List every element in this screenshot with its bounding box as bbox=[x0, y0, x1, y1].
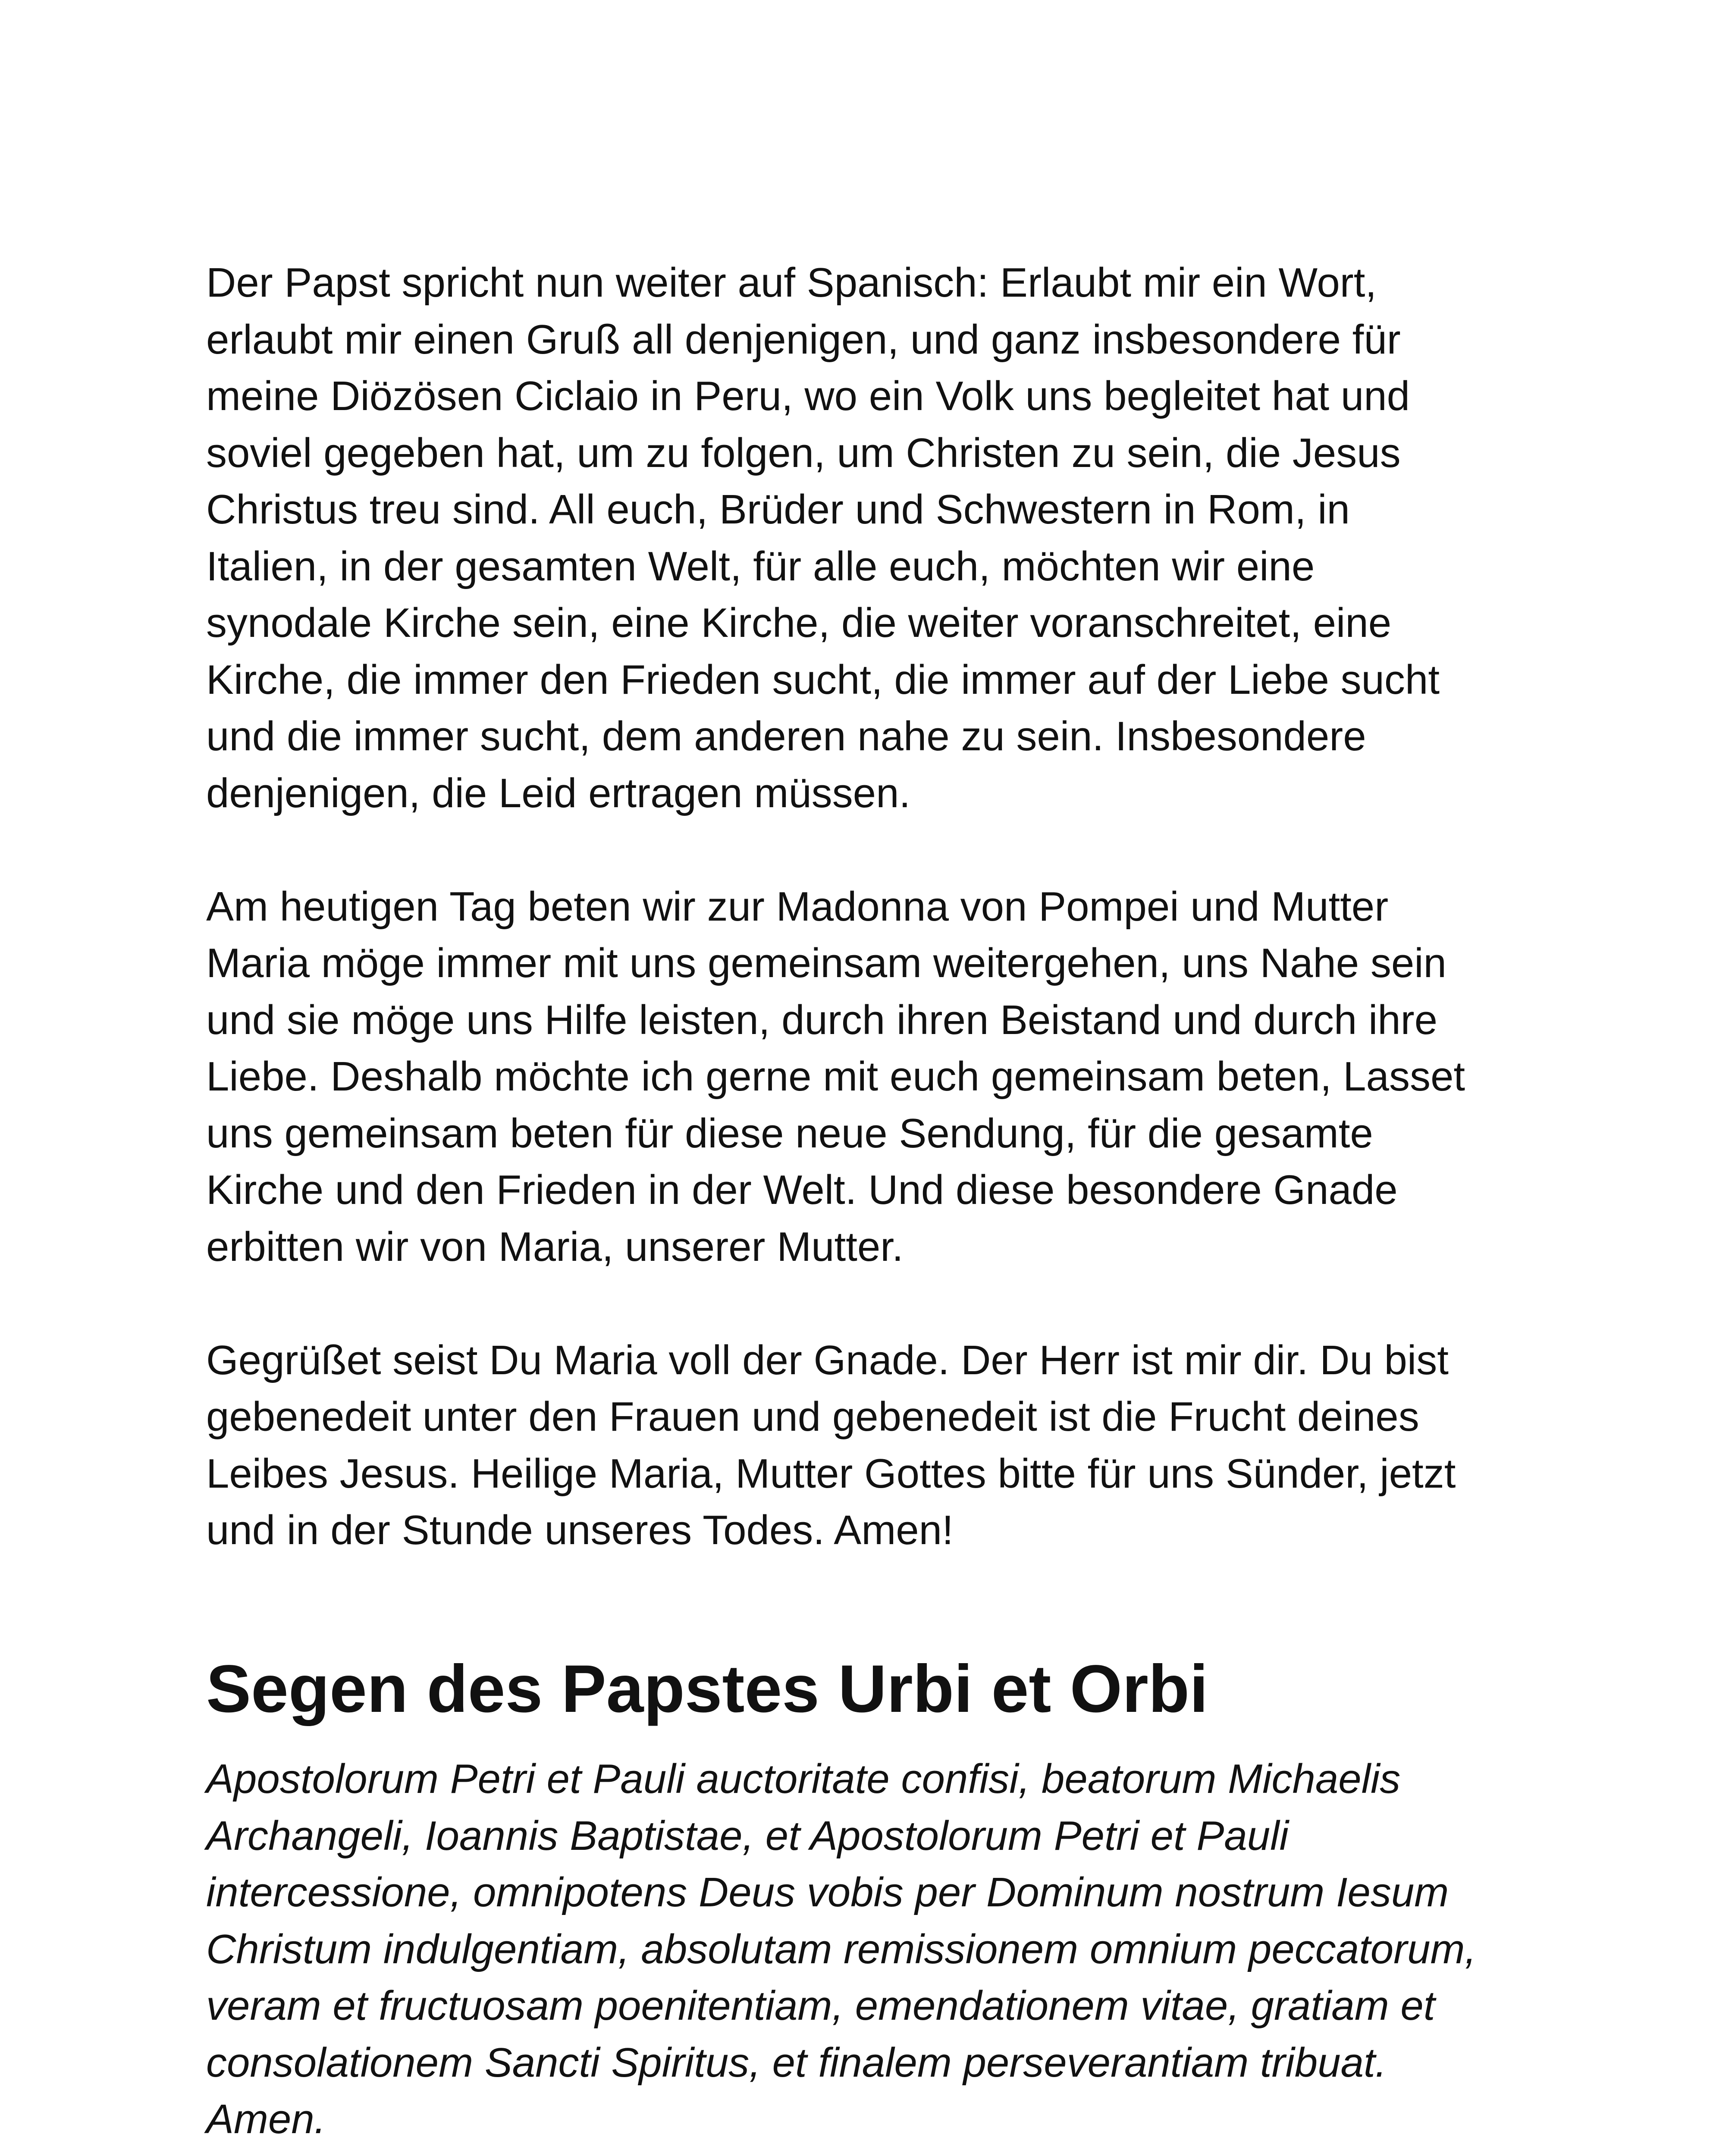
body-text bbox=[206, 254, 1565, 1559]
paragraph-spacer bbox=[206, 1275, 1565, 1332]
paragraph-spacer bbox=[206, 821, 1565, 878]
paragraph-ave-maria: Gegrüßet seist Du Maria voll der Gnade. Der Herr ist mir dir. Du bist gebenedeit unter den Frauen und gebenedeit ist die Frucht deines Leibes Jesus. Heilige Maria, Mutter Gottes bitte für uns Sünder, jetzt und in der Stunde unseres Todes. Amen! bbox=[206, 1337, 1456, 1553]
paragraph-spanish-greeting: Der Papst spricht nun weiter auf Spanisch: Erlaubt mir ein Wort, erlaubt mir einen Gruß all denjenigen, und ganz insbesondere für meine Diözösen Ciclaio in Peru, wo ein Volk uns begleitet hat und soviel gegeben hat, um zu folgen, um Christen zu sein, die Jesus Christus treu sind. All euch, Brüder und Schwestern in Rom, in Italien, in der gesamten Welt, für alle euch, möchten wir eine synodale Kirche sein, eine Kirche, die weiter voranschreitet, eine Kirche, die immer den Frieden sucht, die immer auf der Liebe sucht und die immer sucht, dem anderen nahe zu sein. Insbesondere denjenigen, die Leid ertragen müssen. bbox=[206, 260, 1440, 816]
blessing-latin-text: Apostolorum Petri et Pauli auctoritate confisi, beatorum Michaelis Archangeli, Ioannis Baptistae, et Apostolorum Petri et Pauli intercessione, omnipotens Deus vobis per Dominum nostrum Iesum Christum indulgentiam, absolutam remissionem omnium peccatorum, veram et fructuosam poenitentiam, emendationem vitae, gratiam et consolationem Sancti Spiritus, et finalem perseverantiam tribuat. Amen. bbox=[206, 1756, 1477, 2142]
paragraph-madonna-pompei: Am heutigen Tag beten wir zur Madonna von Pompei und Mutter Maria möge immer mit uns gemeinsam weitergehen, uns Nahe sein und sie möge uns Hilfe leisten, durch ihren Beistand und durch ihre Liebe. Deshalb möchte ich gerne mit euch gemeinsam beten, Lasset uns gemeinsam beten für diese neue Sendung, für die gesamte Kirche und den Frieden in der Welt. Und diese besondere Gnade erbitten wir von Maria, unserer Mutter. bbox=[206, 883, 1465, 1270]
section-heading: Segen des Papstes Urbi et Orbi bbox=[206, 1651, 1208, 1727]
